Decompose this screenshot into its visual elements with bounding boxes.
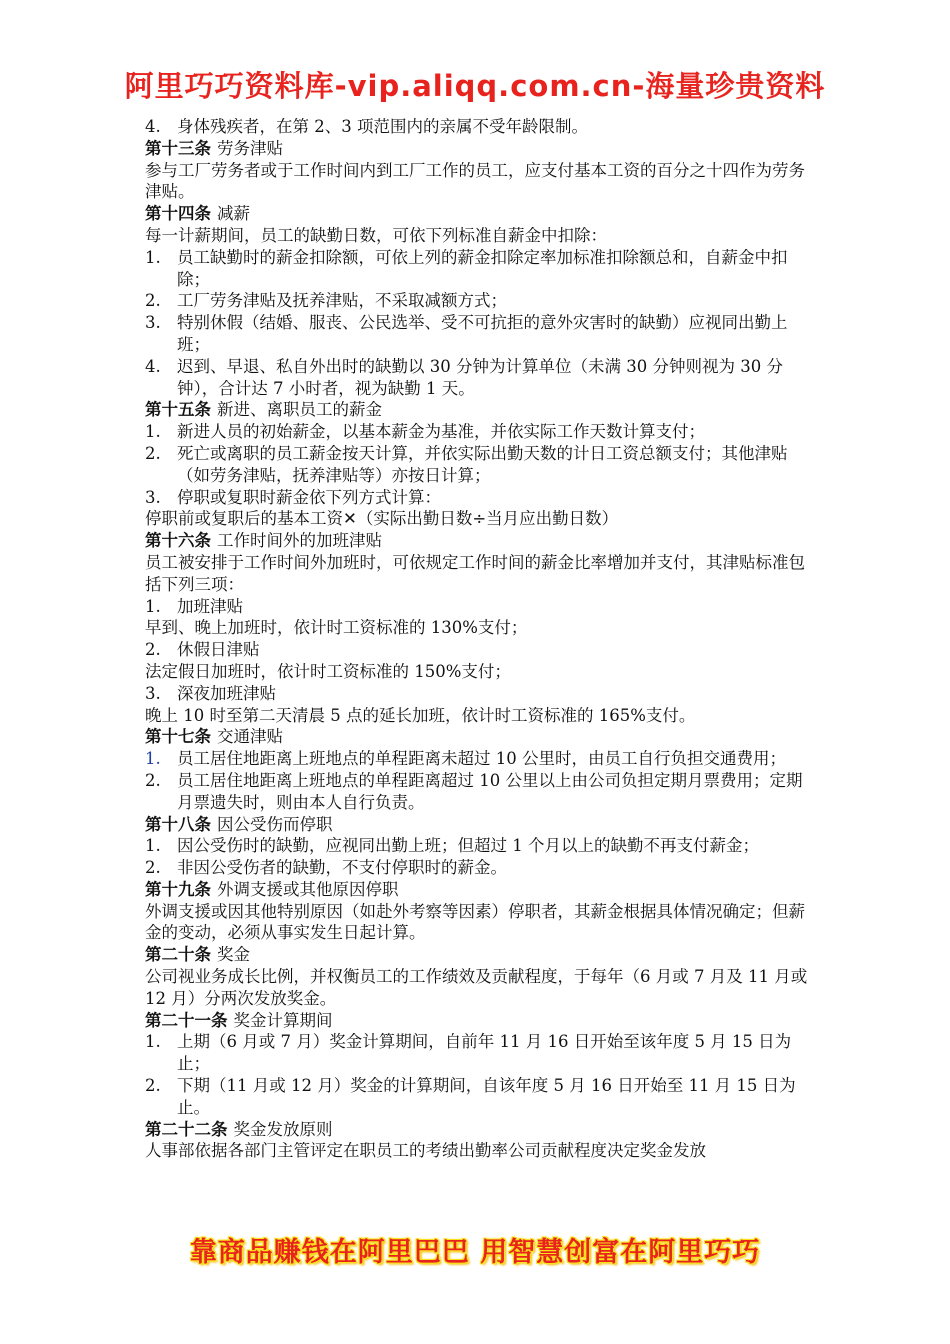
article-heading xyxy=(145,879,815,901)
list-text: 死亡或离职的员工薪金按天计算，并依实际出勤天数的计日工资总额支付；其他津贴（如劳务津贴，抚养津贴等）亦按日计算； xyxy=(177,443,788,485)
list-number: 3. xyxy=(145,487,161,507)
article-title: 外调支援或其他原因停职 xyxy=(217,879,399,899)
article-number: 第十七条 xyxy=(145,727,211,747)
article-number: 第十九条 xyxy=(145,879,211,899)
article-title: 工作时间外的加班津贴 xyxy=(217,531,382,551)
article-title: 因公受伤而停职 xyxy=(217,814,333,834)
paragraph: 人事部依据各部门主管评定在职员工的考绩出勤率公司贡献程度决定奖金发放 xyxy=(145,1141,706,1161)
list-number: 1. xyxy=(145,422,161,442)
list-text: 下期（11 月或 12 月）奖金的计算期间，自该年度 5 月 16 日开始至 11 月 15 日为止。 xyxy=(177,1076,796,1117)
article-title: 奖金 xyxy=(217,945,250,965)
list-text: 停职或复职时薪金依下列方式计算： xyxy=(177,487,441,507)
article-heading xyxy=(145,726,815,748)
list-text: 非因公受伤者的缺勤，不支付停职时的薪金。 xyxy=(177,858,507,878)
article-title: 劳务津贴 xyxy=(217,138,283,158)
article-heading xyxy=(145,944,815,966)
list-item xyxy=(145,116,815,138)
footer-banner: 靠商品赚钱在阿里巴巴 用智慧创富在阿里巧巧 xyxy=(189,1237,761,1268)
article-heading xyxy=(145,814,815,836)
list-number: 4. xyxy=(145,117,161,136)
header-banner: 阿里巧巧资料库-vip.aliqq.com.cn-海量珍贵资料 xyxy=(124,69,826,103)
article-number: 第十五条 xyxy=(145,400,211,420)
list-item xyxy=(145,1031,815,1075)
article-heading xyxy=(145,1010,815,1032)
article-heading xyxy=(145,138,815,160)
paragraph: 员工被安排于工作时间外加班时，可依规定工作时间的薪金比率增加并支付，其津贴标准包括下列三项： xyxy=(145,552,805,594)
list-number: 1. xyxy=(145,596,161,616)
paragraph: 早到、晚上加班时，依计时工资标准的 130%支付； xyxy=(145,618,528,638)
list-text: 员工居住地距离上班地点的单程距离未超过 10 公里时，由员工自行负担交通费用； xyxy=(177,749,786,769)
article-number: 第二十一条 xyxy=(145,1010,228,1030)
paragraph: 参与工厂劳务者或于工作时间内到工厂工作的员工，应支付基本工资的百分之十四作为劳务津贴。 xyxy=(145,160,805,202)
list-number: 2. xyxy=(145,291,161,311)
list-number: 2. xyxy=(145,443,161,463)
article-title: 减薪 xyxy=(217,204,250,224)
list-item xyxy=(145,857,815,879)
paragraph: 法定假日加班时，依计时工资标准的 150%支付； xyxy=(145,661,511,681)
list-item xyxy=(145,770,815,814)
list-text: 加班津贴 xyxy=(177,596,243,616)
document-body xyxy=(145,116,815,1162)
list-item xyxy=(145,1075,815,1119)
list-number: 2. xyxy=(145,1076,161,1096)
list-text: 员工缺勤时的薪金扣除额，可依上列的薪金扣除定率加标准扣除额总和，自薪金中扣除； xyxy=(177,247,788,289)
list-text: 上期（6 月或 7 月）奖金计算期间，自前年 11 月 16 日开始至该年度 5 月 15 日为止； xyxy=(177,1032,792,1074)
article-number: 第十八条 xyxy=(145,814,211,834)
list-item xyxy=(145,247,815,291)
article-number: 第二十二条 xyxy=(145,1119,228,1139)
article-title: 交通津贴 xyxy=(217,727,283,747)
paragraph: 停职前或复职后的基本工资✕（实际出勤日数÷当月应出勤日数） xyxy=(145,509,619,529)
article-number: 第十六条 xyxy=(145,531,211,551)
list-text: 工厂劳务津贴及抚养津贴，不采取减额方式； xyxy=(177,291,507,311)
article-title: 奖金计算期间 xyxy=(233,1010,333,1030)
list-item xyxy=(145,421,815,443)
list-number: 1. xyxy=(145,836,161,856)
list-item xyxy=(145,443,815,487)
article-number: 第二十条 xyxy=(145,945,211,965)
list-text: 新进人员的初始薪金，以基本薪金为基准，并依实际工作天数计算支付； xyxy=(177,422,705,442)
list-number: 4. xyxy=(145,356,161,376)
list-item xyxy=(145,748,815,770)
list-number: 2. xyxy=(145,858,161,878)
article-heading xyxy=(145,1119,815,1141)
list-item xyxy=(145,290,815,312)
article-heading xyxy=(145,530,815,552)
paragraph: 外调支援或因其他特别原因（如赴外考察等因素）停职者，其薪金根据具体情况确定；但薪金的变动，必须从事实发生日起计算。 xyxy=(145,901,805,943)
list-text: 特别休假（结婚、服丧、公民选举、受不可抗拒的意外灾害时的缺勤）应视同出勤上班； xyxy=(177,313,788,354)
article-title: 奖金发放原则 xyxy=(233,1119,333,1139)
list-item xyxy=(145,835,815,857)
list-number: 2. xyxy=(145,770,161,790)
list-number: 1. xyxy=(145,1032,161,1052)
list-number: 1. xyxy=(145,247,161,267)
list-text: 身体残疾者，在第 2、3 项范围内的亲属不受年龄限制。 xyxy=(177,117,588,136)
list-item xyxy=(145,487,815,509)
paragraph: 公司视业务成长比例，并权衡员工的工作绩效及贡献程度，于每年（6 月或 7 月及 11 月或 12 月）分两次发放奖金。 xyxy=(145,967,808,1008)
list-number: 3. xyxy=(145,683,161,703)
list-item xyxy=(145,596,815,618)
list-text: 员工居住地距离上班地点的单程距离超过 10 公里以上由公司负担定期月票费用；定期月票遗失时，则由本人自行负责。 xyxy=(177,770,803,812)
list-text: 因公受伤时的缺勤，应视同出勤上班；但超过 1 个月以上的缺勤不再支付薪金； xyxy=(177,836,759,856)
paragraph: 晚上 10 时至第二天清晨 5 点的延长加班，依计时工资标准的 165%支付。 xyxy=(145,705,696,725)
list-text: 深夜加班津贴 xyxy=(177,683,276,703)
article-heading xyxy=(145,399,815,421)
article-number: 第十四条 xyxy=(145,204,211,224)
list-text: 休假日津贴 xyxy=(177,640,260,660)
list-item xyxy=(145,639,815,661)
list-number: 3. xyxy=(145,313,161,333)
list-number: 2. xyxy=(145,640,161,660)
list-item xyxy=(145,683,815,705)
list-item xyxy=(145,356,815,400)
article-number: 第十三条 xyxy=(145,138,211,158)
list-item xyxy=(145,312,815,356)
article-heading xyxy=(145,203,815,225)
paragraph: 每一计薪期间，员工的缺勤日数，可依下列标准自薪金中扣除： xyxy=(145,225,607,245)
article-title: 新进、离职员工的薪金 xyxy=(217,400,382,420)
list-text: 迟到、早退、私自外出时的缺勤以 30 分钟为计算单位（未满 30 分钟则视为 30 分钟），合计达 7 小时者，视为缺勤 1 天。 xyxy=(177,356,783,398)
list-number: 1. xyxy=(145,749,161,769)
